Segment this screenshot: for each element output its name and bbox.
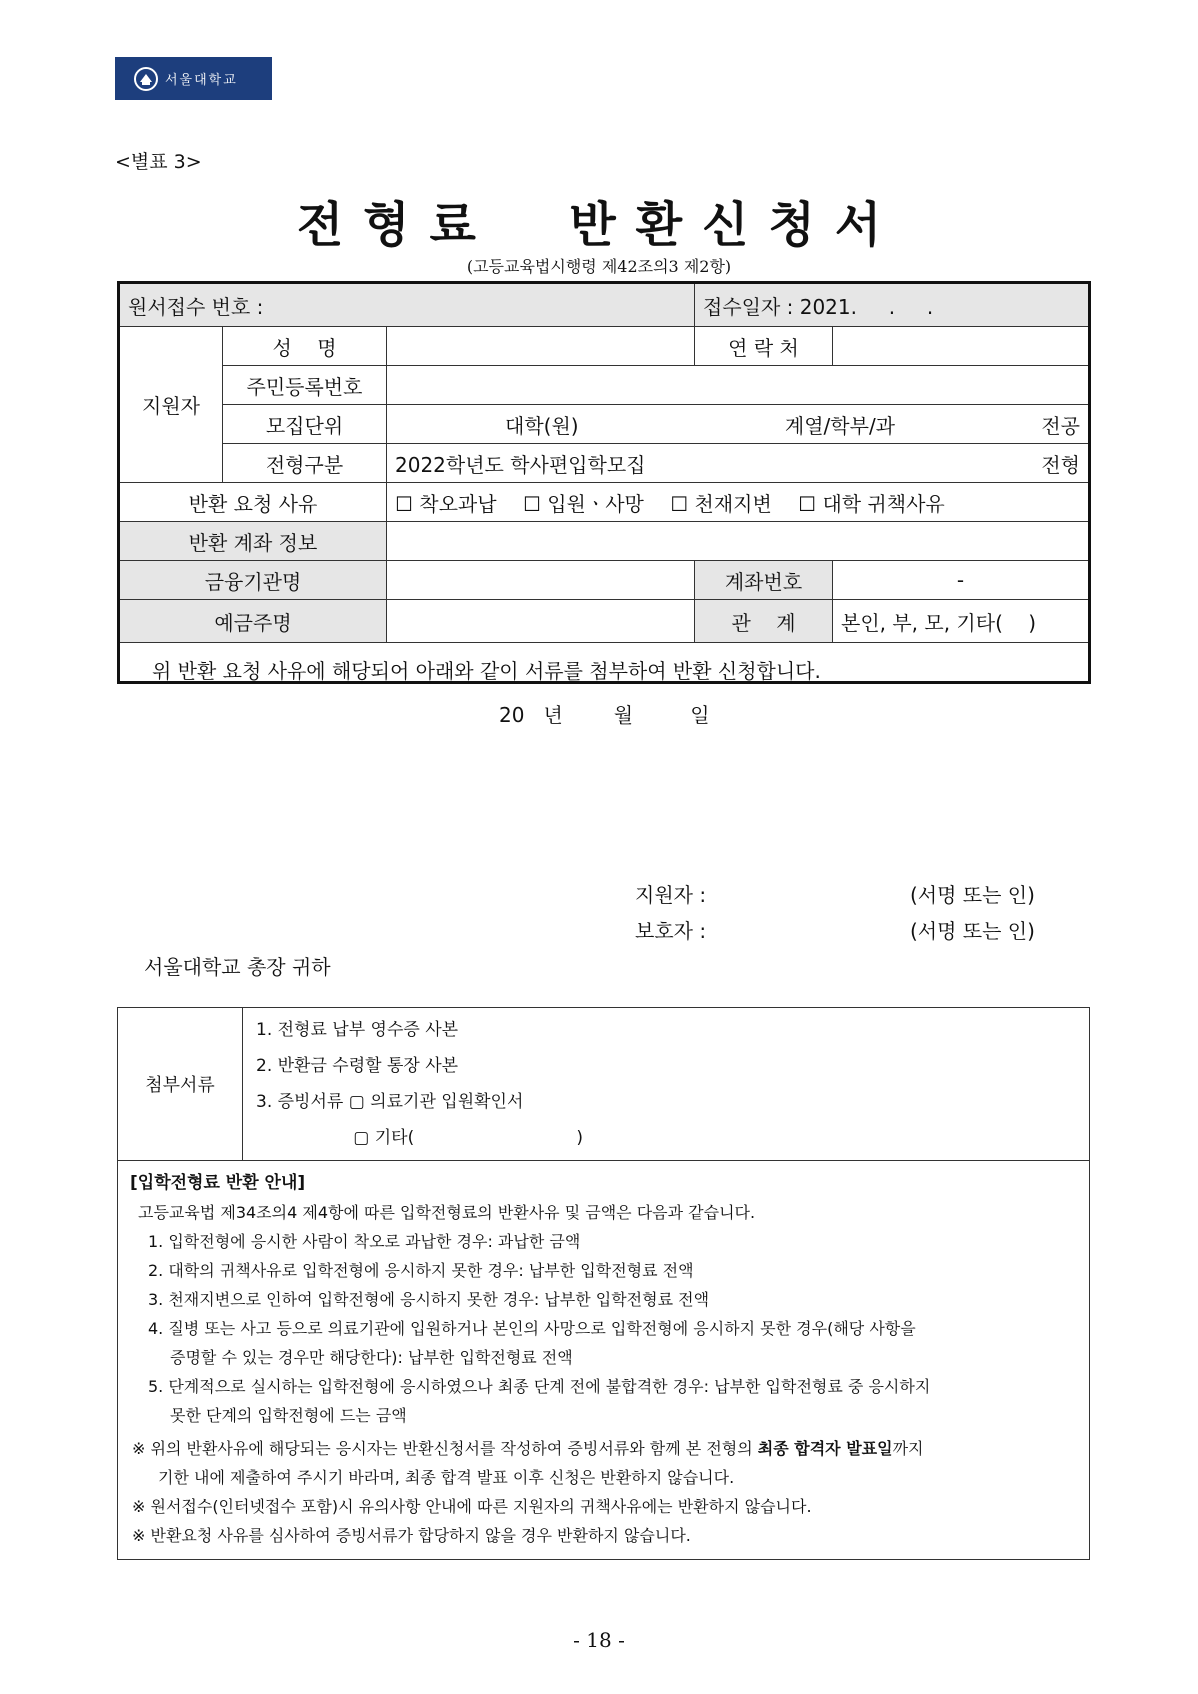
account-holder-input[interactable] [387,600,695,643]
guide-item-1: 1. 입학전형에 응시한 사람이 착오로 과납한 경우: 과납한 금액 [148,1232,581,1251]
addressee: 서울대학교 총장 귀하 [144,955,331,979]
applicant-section-label: 지원자 [119,327,223,483]
reason-checkbox-overpayment[interactable]: ☐ 착오과납 [395,491,497,516]
guide-item-3: 3. 천재지변으로 인하여 입학전형에 응시하지 못한 경우: 납부한 입학전형료 전액 [148,1290,710,1309]
account-holder-label: 예금주명 [119,600,387,643]
receipt-date-field[interactable]: 접수일자 : 2021. . . [695,283,1090,327]
reason-hospital-death-label: 입원ㆍ사망 [547,491,644,516]
bank-name-input[interactable] [387,561,695,600]
guide-item-2: 2. 대학의 귀책사유로 입학전형에 응시하지 못한 경우: 납부한 입학전형료 전액 [148,1261,694,1280]
applicant-sign-note[interactable]: (서명 또는 인) [910,883,1035,907]
recruitment-unit-input[interactable] [387,405,1090,444]
name-input[interactable] [387,327,695,366]
admission-type-text: 2022학년도 학사편입학모집 [395,452,646,477]
receipt-number-field[interactable]: 원서접수 번호 : [119,283,695,327]
account-number-label: 계좌번호 [695,561,833,600]
relation-options[interactable]: 본인, 부, 모, 기타( ) [833,600,1090,643]
university-emblem-icon [133,66,159,92]
page-number: - 18 - [573,1628,625,1652]
contact-input[interactable] [833,327,1090,366]
guide-item-4-cont: 증명할 수 있는 경우만 해당한다): 납부한 입학전형료 전액 [170,1348,573,1367]
attachments-guide-box [117,1007,1090,1560]
statement-area [119,643,1090,979]
reason-checkbox-disaster[interactable]: ☐ 천재지변 [670,491,772,516]
statement-text: 위 반환 요청 사유에 해당되어 아래와 같이 서류를 첨부하여 반환 신청합니다. [152,659,821,683]
bank-name-label: 금융기관명 [119,561,387,600]
guardian-sign-note[interactable]: (서명 또는 인) [910,919,1035,943]
guide-intro: 고등교육법 제34조의4 제4항에 따른 입학전형료의 반환사유 및 금액은 다음과 같습니다. [138,1203,756,1222]
annex-label: <별표 3> [115,151,202,173]
attachments-list [243,1008,1090,1161]
guide-note-1-post: 까지 [892,1439,924,1458]
unit-college-text: 대학(원) [505,413,579,438]
guide-heading: [입학전형료 반환 안내] [130,1173,306,1193]
reason-disaster-label: 천재지변 [694,491,772,516]
refund-guide [118,1161,1089,1550]
date-line[interactable]: 20 년 월 일 [499,703,710,727]
attachments-label: 첨부서류 [118,1008,243,1161]
contact-label: 연 락 처 [695,327,833,366]
admission-type-suffix: 전형 [1041,452,1080,477]
refund-reason-label: 반환 요청 사유 [119,483,387,522]
admission-type-value [387,444,1090,483]
unit-dept-text: 계열/학부/과 [784,413,895,438]
reason-overpayment-label: 착오과납 [419,491,497,516]
attachment-receipt: 1. 전형료 납부 영수증 사본 [256,1020,459,1040]
relation-label: 관 계 [695,600,833,643]
reason-university-fault-label: 대학 귀책사유 [822,491,945,516]
guide-note-2: ※ 원서접수(인터넷접수 포함)시 유의사항 안내에 따른 지원자의 귀책사유에는 반환하지 않습니다. [132,1497,812,1516]
account-info-cell [387,522,1090,561]
guide-item-4: 4. 질병 또는 사고 등으로 의료기관에 입원하거나 본인의 사망으로 입학전형에 응시하지 못한 경우(해당 사항을 [148,1319,916,1338]
name-label: 성 명 [223,327,387,366]
university-name: 서울대학교 [165,73,238,88]
page-title: 전형료 반환신청서 [296,197,902,253]
attachment-bankbook: 2. 반환금 수령할 통장 사본 [256,1056,459,1076]
guide-note-1 [130,1434,1079,1463]
guide-note-3: ※ 반환요청 사유를 심사하여 증빙서류가 합당하지 않을 경우 반환하지 않습니다. [132,1526,691,1545]
guide-item-5-cont: 못한 단계의 입학전형에 드는 금액 [170,1406,407,1425]
guide-note-1-pre: ※ 위의 반환사유에 해당되는 응시자는 반환신청서를 작성하여 증빙서류와 함께 본 전형의 [132,1439,758,1458]
guide-note-1-cont: 기한 내에 제출하여 주시기 바라며, 최종 합격 발표 이후 신청은 반환하지 않습니다. [158,1468,735,1487]
legal-basis: (고등교육법시행령 제42조의3 제2항) [466,257,732,276]
account-info-label: 반환 계좌 정보 [119,522,387,561]
resident-number-label: 주민등록번호 [223,366,387,405]
reason-checkbox-university-fault[interactable]: ☐ 대학 귀책사유 [798,491,945,516]
university-logo [115,57,272,100]
unit-major-text: 전공 [1041,413,1080,438]
guide-note-1-bold: 최종 합격자 발표일 [757,1439,893,1458]
resident-number-input[interactable] [387,366,1090,405]
attachment-other-checkbox[interactable]: ▢ 기타( ) [256,1128,583,1148]
admission-type-label: 전형구분 [223,444,387,483]
attachment-hospital-checkbox[interactable]: 3. 증빙서류 ▢ 의료기관 입원확인서 [256,1092,524,1112]
refund-reason-options [387,483,1090,522]
reason-checkbox-hospital-death[interactable]: ☐ 입원ㆍ사망 [522,491,644,516]
account-number-input[interactable]: - [833,561,1090,600]
guide-item-5: 5. 단계적으로 실시하는 입학전형에 응시하였으나 최종 단계 전에 불합격한 경우: 납부한 입학전형료 중 응시하지 [148,1377,931,1396]
guardian-sign-label: 보호자 : [635,919,707,943]
applicant-sign-label: 지원자 : [635,883,707,907]
refund-application-form [117,281,1091,979]
recruitment-unit-label: 모집단위 [223,405,387,444]
